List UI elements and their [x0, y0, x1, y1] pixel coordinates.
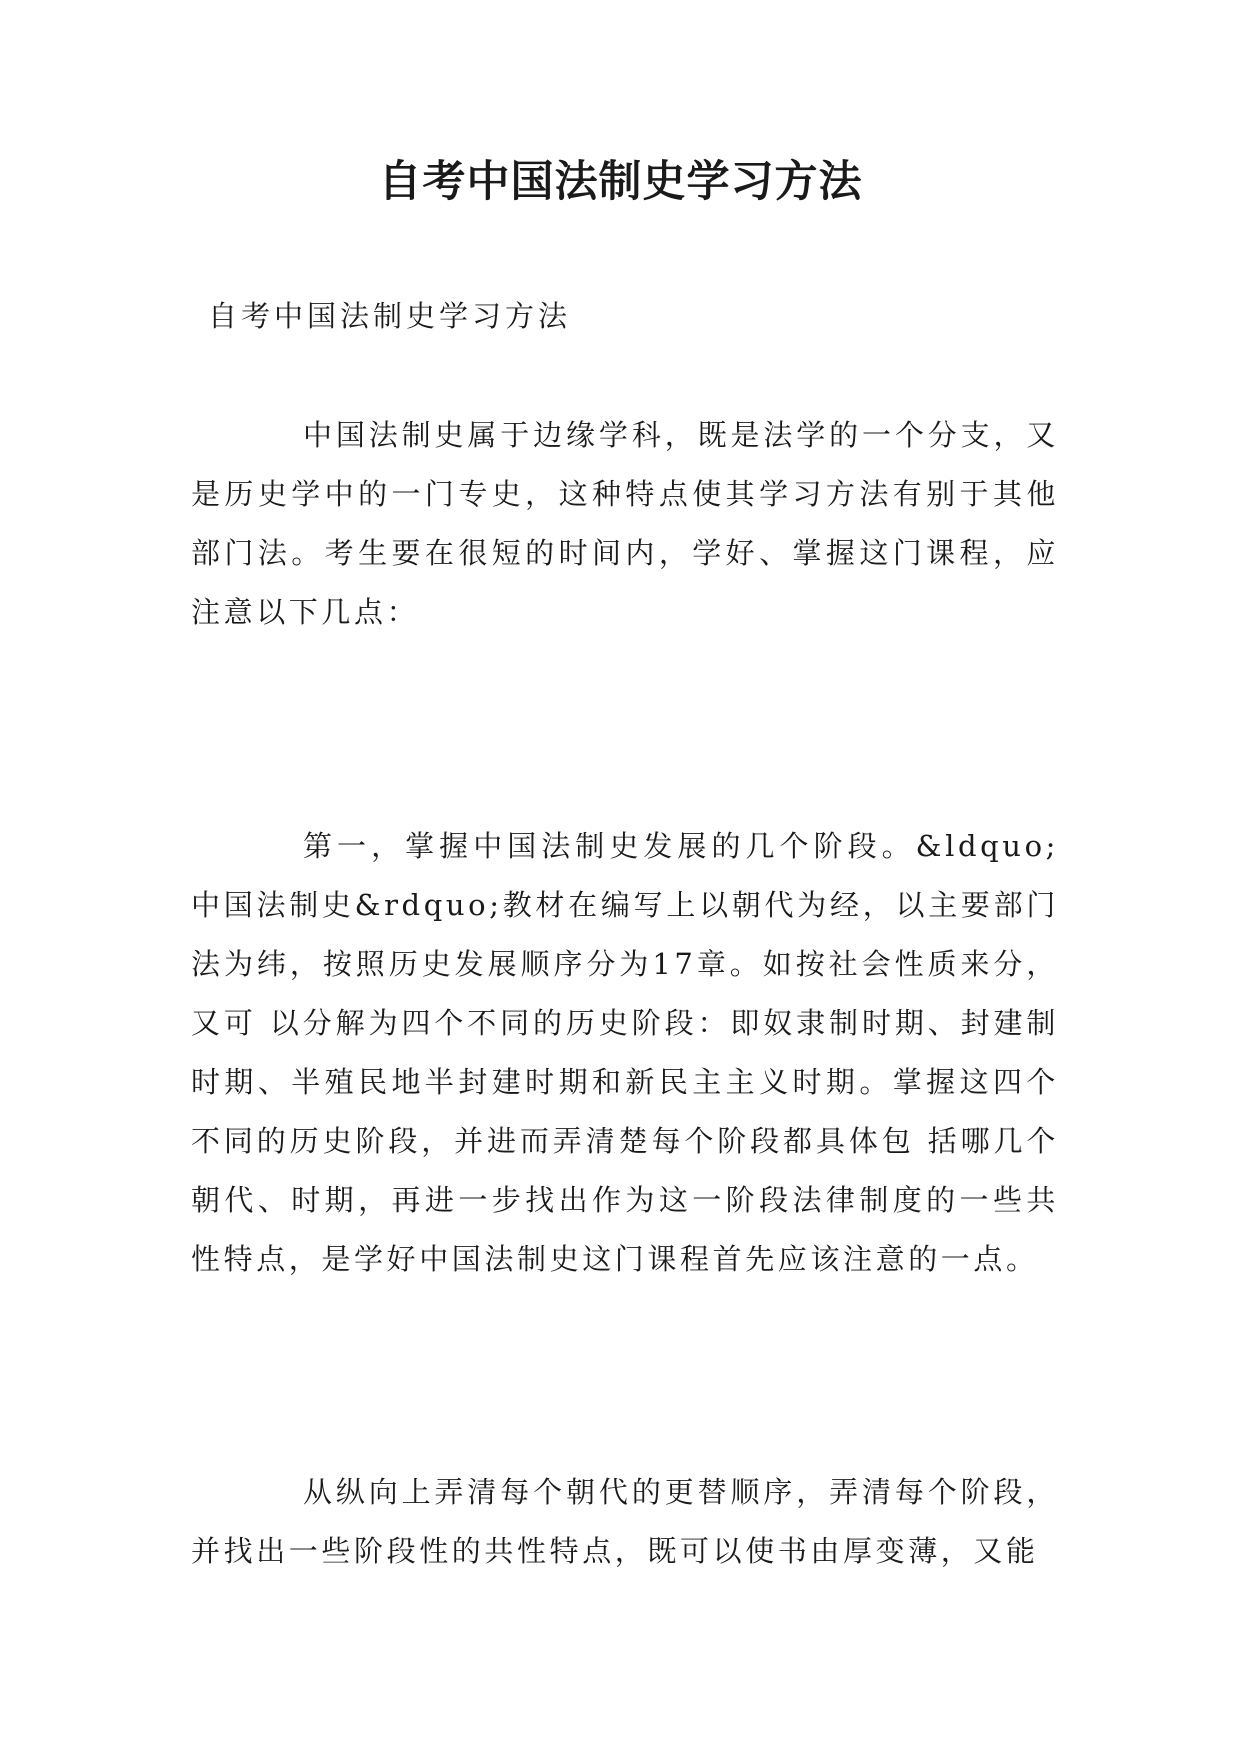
paragraph-continuation: 从纵向上弄清每个朝代的更替顺序，弄清每个阶段，并找出一些阶段性的共性特点，既可以使书由厚变薄，又能 [191, 1475, 1059, 1568]
document-subtitle: 自考中国法制史学习方法 [208, 299, 572, 333]
paragraph-first-point: 第一，掌握中国法制史发展的几个阶段。&ldquo;中国法制史&rdquo;教材在编写上以朝代为经，以主要部门法为纬，按照历史发展顺序分为17章。如按社会性质来分，又可 以分解为四个不同的历史阶段：即奴隶制时期、封建制时期、半殖民地半封建时期和新民主主义时期。掌握这四个不同的历史阶段，并进而弄清楚每个阶段都具体包 括哪几个朝代、时期，再进一步找出作为这一阶段法律制度的一些共性特点，是学好中国法制史这门课程首先应该注意的一点。 [191, 829, 1059, 1276]
document-title: 自考中国法制史学习方法 [378, 157, 863, 207]
paragraph-intro: 中国法制史属于边缘学科，既是法学的一个分支，又是历史学中的一门专史，这种特点使其学习方法有别于其他部门法。考生要在很短的时间内，学好、掌握这门课程，应注意以下几点： [191, 418, 1059, 629]
